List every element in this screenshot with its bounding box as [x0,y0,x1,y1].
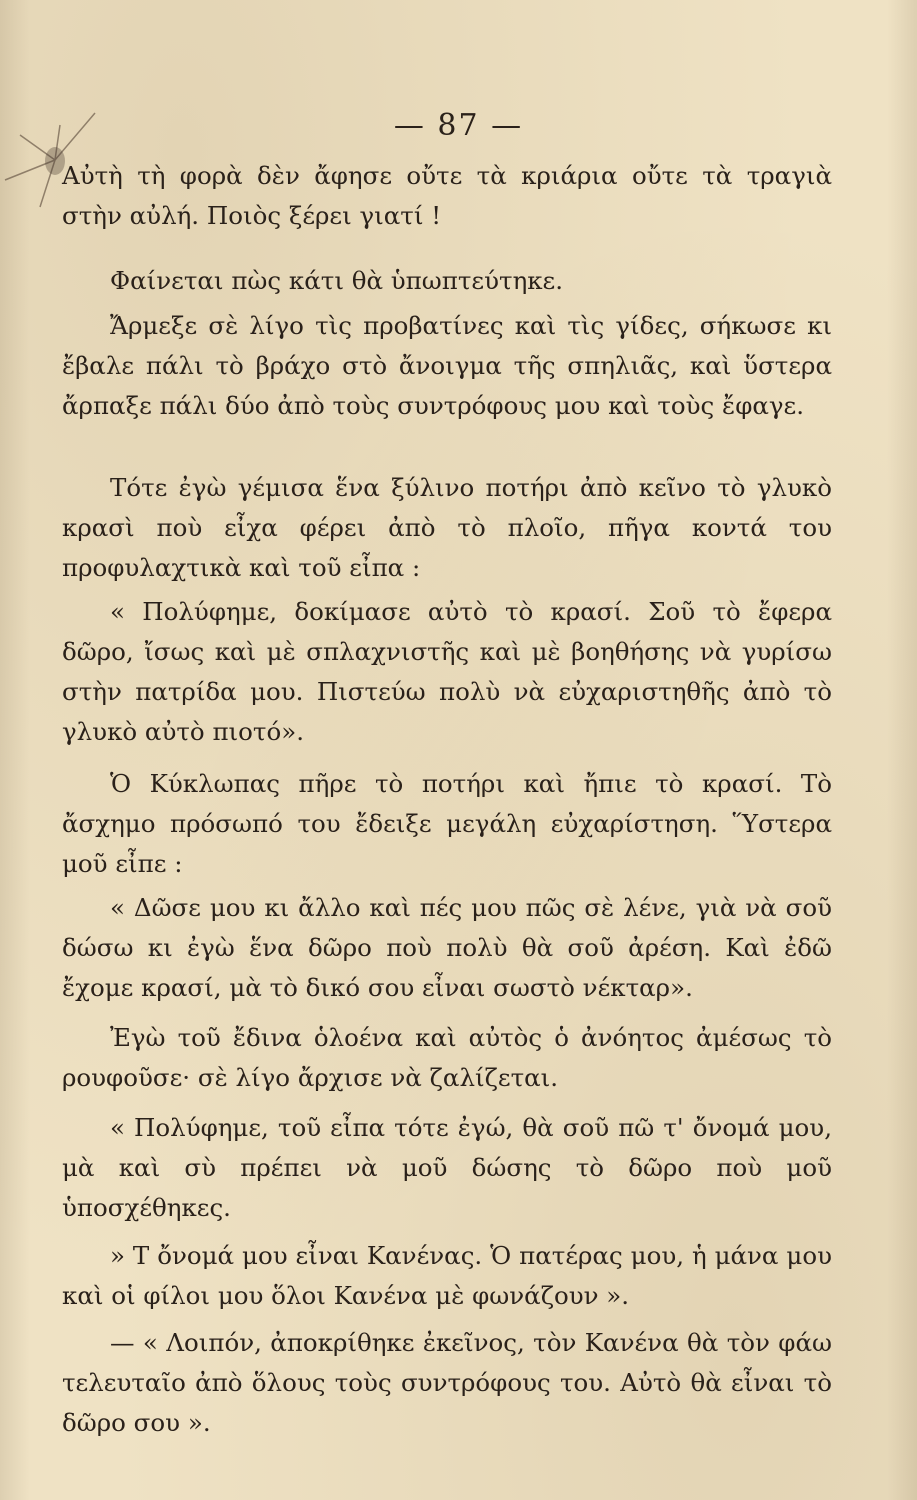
page-number: — 87 — [393,108,524,143]
paragraph-8: Ἐγὼ τοῦ ἔδινα ὁλοένα καὶ αὐτὸς ὁ ἀνόητος ἀμέσως τὸ ρουφοῦσε· σὲ λίγο ἄρχισε νὰ ζαλίζεται. [62,1023,832,1092]
paragraph-10: » Τ ὄνομά μου εἶναι Κανένας. Ὁ πατέρας μου, ἡ μάνα μου καὶ οἱ φίλοι μου ὅλοι Κανένα μὲ φωνάζουν ». [62,1241,832,1310]
paragraph-6: Ὁ Κύκλωπας πῆρε τὸ ποτήρι καὶ ἤπιε τὸ κρασί. Τὸ ἄσχημο πρόσωπό του ἔδειξε μεγάλη εὐχαρίστηση. Ὕστερα μοῦ εἶπε : [62,769,832,878]
paragraph-2: Φαίνεται πὼς κάτι θὰ ὑπωπτεύτηκε. [110,266,564,295]
paragraph-4: Τότε ἐγὼ γέμισα ἕνα ξύλινο ποτήρι ἀπὸ κεῖνο τὸ γλυκὸ κρασὶ ποὺ εἶχα φέρει ἀπὸ τὸ πλοῖο, πῆγα κοντά του προφυλαχτικὰ καὶ τοῦ εἶπα : [62,473,832,582]
paragraph-5: « Πολύφημε, δοκίμασε αὐτὸ τὸ κρασί. Σοῦ τὸ ἔφερα δῶρο, ἴσως καὶ μὲ σπλαχνιστῆς καὶ μὲ βοηθήσης νὰ γυρίσω στὴν πατρίδα μου. Πιστεύω πολὺ νὰ εὐχαριστηθῆς ἀπὸ τὸ γλυκὸ αὐτὸ πιοτό». [62,597,832,746]
paragraph-3: Ἄρμεξε σὲ λίγο τὶς προβατίνες καὶ τὶς γίδες, σήκωσε κι ἔβαλε πάλι τὸ βράχο στὸ ἄνοιγμα τῆς σπηλιᾶς, καὶ ὕστερα ἄρπαξε πάλι δύο ἀπὸ τοὺς συντρόφους μου καὶ τοὺς ἔφαγε. [62,311,832,420]
paragraph-7: « Δῶσε μου κι ἄλλο καὶ πές μου πῶς σὲ λένε, γιὰ νὰ σοῦ δώσω κι ἐγὼ ἕνα δῶρο ποὺ πολὺ θὰ σοῦ ἀρέση. Καὶ ἐδῶ ἔχομε κρασί, μὰ τὸ δικό σου εἶναι σωστὸ νέκταρ». [62,893,832,1002]
paragraph-1: Αὐτὴ τὴ φορὰ δὲν ἄφησε οὔτε τὰ κριάρια οὔτε τὰ τραγιὰ στὴν αὐλή. Ποιὸς ξέρει γιατί ! [62,161,832,230]
paragraph-11: — « Λοιπόν, ἀποκρίθηκε ἐκεῖνος, τὸν Κανένα θὰ τὸν φάω τελευταῖο ἀπὸ ὅλους τοὺς συντρόφους του. Αὐτὸ θὰ εἶναι τὸ δῶρο σου ». [62,1328,832,1437]
paragraph-9: « Πολύφημε, τοῦ εἶπα τότε ἐγώ, θὰ σοῦ πῶ τ' ὄνομά μου, μὰ καὶ σὺ πρέπει νὰ μοῦ δώσης τὸ δῶρο ποὺ μοῦ ὑποσχέθηκες. [62,1113,832,1222]
